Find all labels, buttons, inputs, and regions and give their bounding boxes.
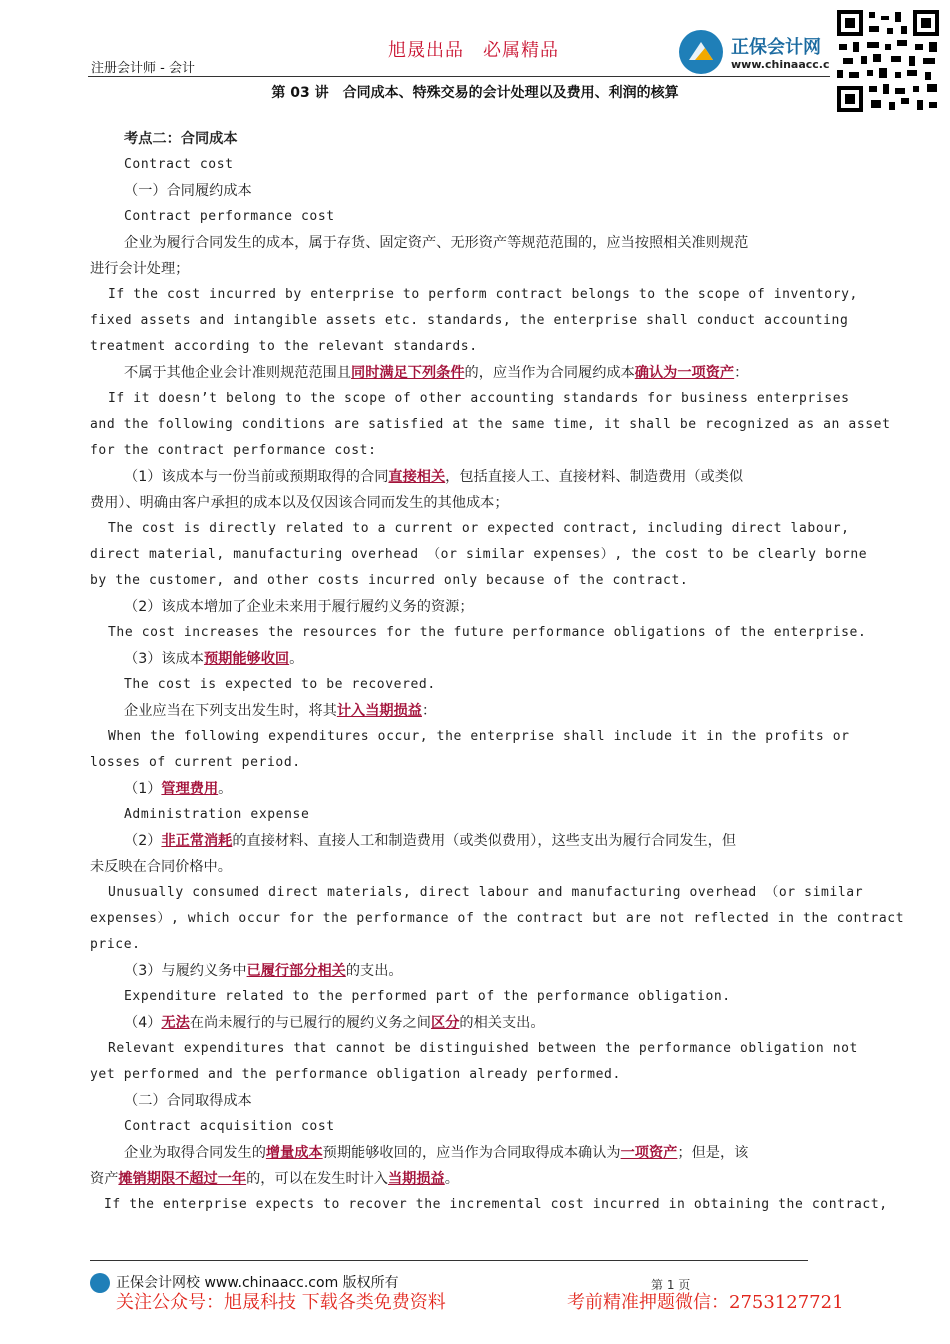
section-heading-en: Contract cost bbox=[124, 157, 234, 172]
subsection-heading-en: Contract acquisition cost bbox=[124, 1119, 335, 1134]
paragraph-line bbox=[90, 1166, 860, 1192]
paragraph-line-en: Administration expense bbox=[124, 807, 310, 822]
highlight-term: 摊销期限不超过一年 bbox=[118, 1171, 247, 1187]
text-span: 企业应当在下列支出发生时，将其 bbox=[124, 703, 337, 719]
paragraph-line-en: for the contract performance cost: bbox=[90, 443, 377, 458]
paragraph-line-en: If the enterprise expects to recover the incremental cost incurred in obtaining the contract, bbox=[104, 1197, 888, 1212]
highlight-term: 预期能够收回 bbox=[203, 651, 290, 667]
footer-brand-text: 正保会计网校 www.chinaacc.com 版权所有 bbox=[116, 1275, 399, 1291]
text-span: （3）与履约义务中 bbox=[124, 963, 247, 979]
paragraph-line-en: Relevant expenditures that cannot be distinguished between the performance obligation not bbox=[108, 1041, 858, 1056]
watermark-left: 关注公众号：旭晟科技 下载各类免费资料 bbox=[116, 1292, 446, 1313]
paragraph-line-en: The cost is directly related to a current or expected contract, including direct labour, bbox=[108, 521, 850, 536]
page-number: 第 1 页 bbox=[651, 1278, 691, 1292]
text-span: ： bbox=[734, 365, 749, 381]
text-span: 资产 bbox=[90, 1171, 119, 1187]
highlight-term: 计入当期损益 bbox=[336, 703, 422, 719]
highlight-term: 已履行部分相关 bbox=[246, 963, 346, 979]
text-span: 企业为取得合同发生的 bbox=[124, 1145, 266, 1161]
paragraph-line-en: If it doesn’t belong to the scope of other accounting standards for business enterprises bbox=[108, 391, 850, 406]
course-name: 注册会计师 - 会计 bbox=[91, 61, 195, 76]
header-slogan: 旭晟出品 必属精品 bbox=[388, 40, 559, 61]
text-span: ；但是，该 bbox=[677, 1145, 749, 1161]
highlight-term: 区分 bbox=[431, 1015, 460, 1031]
paragraph-line bbox=[90, 828, 860, 854]
footer-logo-icon bbox=[90, 1273, 110, 1293]
company-logo[interactable] bbox=[679, 30, 829, 74]
section-heading: 考点二：合同成本 bbox=[124, 131, 238, 147]
paragraph-line-en: Unusually consumed direct materials, direct labour and manufacturing overhead （or similar bbox=[108, 885, 864, 900]
text-span: 不属于其他企业会计准则规范范围且 bbox=[124, 365, 352, 381]
paragraph-line bbox=[90, 698, 860, 724]
highlight-term: 无法 bbox=[161, 1015, 190, 1031]
paragraph-line-en: and the following conditions are satisfied at the same time, it shall be recognized as an asset bbox=[90, 417, 891, 432]
paragraph-line bbox=[90, 1140, 860, 1166]
text-span: 的支出。 bbox=[345, 963, 403, 979]
paragraph-line: 企业为履行合同发生的成本，属于存货、固定资产、无形资产等规范范围的，应当按照相关准则规范 bbox=[124, 235, 749, 251]
paragraph-line bbox=[90, 464, 860, 490]
paragraph-line: 进行会计处理； bbox=[90, 261, 190, 277]
highlight-term: 同时满足下列条件 bbox=[351, 365, 465, 381]
logo-icon bbox=[679, 30, 723, 74]
text-span: ，包括直接人工、直接材料、制造费用（或类似 bbox=[445, 469, 744, 485]
highlight-term: 一项资产 bbox=[620, 1145, 678, 1161]
paragraph-line-en: The cost increases the resources for the future performance obligations of the enterprise. bbox=[108, 625, 867, 640]
highlight-term: 非正常消耗 bbox=[161, 833, 233, 849]
paragraph-line bbox=[90, 1010, 860, 1036]
paragraph-line-en: If the cost incurred by enterprise to perform contract belongs to the scope of inventory, bbox=[108, 287, 858, 302]
text-span: 在尚未履行的与已履行的履约义务之间 bbox=[189, 1015, 431, 1031]
paragraph-line-en: expenses）, which occur for the performance of the contract but are not reflected in the contract bbox=[90, 911, 905, 926]
watermark-right: 考前精准押题微信：2753127721 bbox=[567, 1292, 844, 1313]
paragraph-line: 未反映在合同价格中。 bbox=[90, 859, 232, 875]
highlight-term: 增量成本 bbox=[265, 1145, 323, 1161]
paragraph-line bbox=[90, 776, 860, 802]
logo-brand: 正保会计网 bbox=[731, 37, 821, 58]
text-span: （1）该成本与一份当前或预期取得的合同 bbox=[124, 469, 389, 485]
paragraph-line-en: direct material, manufacturing overhead （or similar expenses）, the cost to be clearly borne bbox=[90, 547, 868, 562]
text-span: 。 bbox=[218, 781, 233, 797]
text-span: 的相关支出。 bbox=[459, 1015, 545, 1031]
highlight-term: 当期损益 bbox=[387, 1171, 445, 1187]
text-span: 的，应当作为合同履约成本 bbox=[464, 365, 635, 381]
text-span: （4） bbox=[124, 1015, 162, 1031]
paragraph-line bbox=[90, 958, 860, 984]
highlight-term: 管理费用 bbox=[161, 781, 219, 797]
logo-url: www.chinaacc.c bbox=[731, 58, 830, 71]
text-span: 的，可以在发生时计入 bbox=[246, 1171, 388, 1187]
highlight-term: 确认为一项资产 bbox=[634, 365, 735, 381]
paragraph-line-en: Expenditure related to the performed part of the performance obligation. bbox=[124, 989, 731, 1004]
paragraph-line-en: The cost is expected to be recovered. bbox=[124, 677, 436, 692]
text-span: 。 bbox=[289, 651, 304, 667]
document-body bbox=[90, 126, 905, 1218]
text-span: 的直接材料、直接人工和制造费用（或类似费用），这些支出为履行合同发生，但 bbox=[232, 833, 737, 849]
subsection-heading-en: Contract performance cost bbox=[124, 209, 335, 224]
header-divider bbox=[88, 76, 830, 77]
paragraph-line: （2）该成本增加了企业未来用于履行履约义务的资源； bbox=[124, 599, 474, 615]
text-span: ： bbox=[421, 703, 437, 719]
paragraph-line-en: When the following expenditures occur, the enterprise shall include it in the profits or bbox=[108, 729, 850, 744]
text-span: （2） bbox=[124, 833, 162, 849]
footer-divider bbox=[90, 1260, 808, 1261]
paragraph-line bbox=[90, 646, 860, 672]
subsection-heading: （二）合同取得成本 bbox=[124, 1093, 252, 1109]
paragraph-line: 费用）、明确由客户承担的成本以及仅因该合同而发生的其他成本； bbox=[90, 495, 509, 511]
text-span: （1） bbox=[124, 781, 162, 797]
text-span: 。 bbox=[444, 1171, 459, 1187]
paragraph-line-en: price. bbox=[90, 937, 141, 952]
highlight-term: 直接相关 bbox=[388, 469, 446, 485]
text-span: 预期能够收回的，应当作为合同取得成本确认为 bbox=[322, 1145, 621, 1161]
paragraph-line-en: yet performed and the performance obligation already performed. bbox=[90, 1067, 621, 1082]
paragraph-line-en: treatment according to the relevant standards. bbox=[90, 339, 478, 354]
subsection-heading: （一）合同履约成本 bbox=[124, 183, 252, 199]
paragraph-line-en: losses of current period. bbox=[90, 755, 301, 770]
paragraph-line-en: by the customer, and other costs incurred only because of the contract. bbox=[90, 573, 689, 588]
paragraph-line bbox=[90, 360, 860, 386]
paragraph-line-en: fixed assets and intangible assets etc. standards, the enterprise shall conduct accounting bbox=[90, 313, 849, 328]
text-span: （3）该成本 bbox=[124, 651, 204, 667]
lecture-title: 第 03 讲 合同成本、特殊交易的会计处理以及费用、利润的核算 bbox=[271, 85, 679, 101]
